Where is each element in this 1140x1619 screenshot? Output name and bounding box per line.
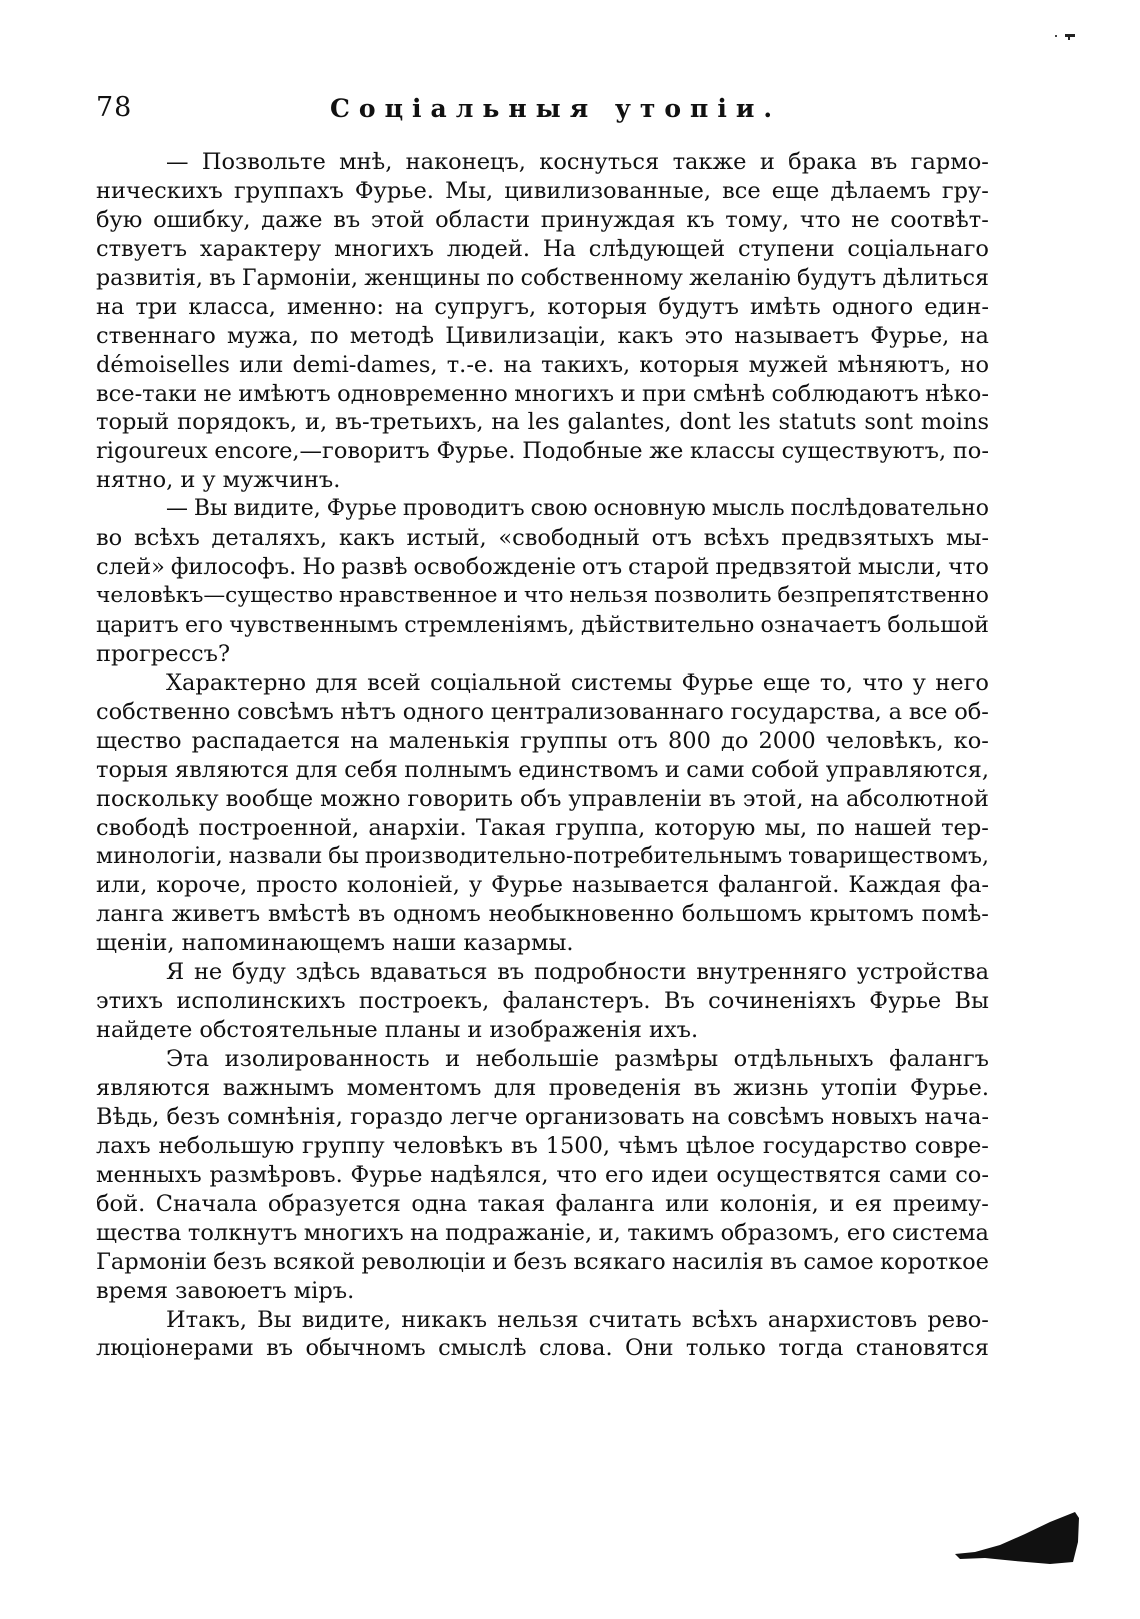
text-line: поскольку вообще можно говорить объ управленіи въ этой, на абсолютной (96, 785, 989, 812)
text-line: ственнаго мужа, по методѣ Цивилизаціи, какъ это называетъ Фурье, на (96, 322, 989, 349)
text-line: Вѣдь, безъ сомнѣнія, гораздо легче организовать на совсѣмъ новыхъ нача- (96, 1103, 989, 1130)
text-line: démoiselles или demi-dames, т.-е. на такихъ, которыя мужей мѣняютъ, но (96, 351, 989, 378)
text-line: щеніи, напоминающемъ наши казармы. (96, 930, 574, 957)
text-line: бой. Сначала образуется одна такая фаланга или колонія, и ея преиму- (96, 1190, 989, 1217)
text-line: слей» философъ. Но развѣ освобожденіе отъ старой предвзятой мысли, что (96, 554, 989, 581)
text-line: ланга живетъ вмѣстѣ въ одномъ необыкновенно большомъ крытомъ помѣ- (96, 901, 989, 928)
text-line: Характерно для всей соціальной системы Фурье еще то, что у него (166, 669, 989, 696)
text-line: торый порядокъ, и, въ-третьихъ, на les galantes, dont les statuts sont moins (96, 409, 989, 436)
text-line: Гармоніи безъ всякой революціи и безъ всякаго насилія въ самое короткое (96, 1248, 989, 1275)
text-line: время завоюетъ міръ. (96, 1277, 355, 1304)
text-line: Эта изолированность и небольшіе размѣры отдѣльныхъ фалангъ (166, 1046, 989, 1073)
ink-blot (955, 1512, 1079, 1566)
running-title: Соціальныя утопіи. (330, 94, 782, 123)
text-line: люціонерами въ обычномъ смыслѣ слова. Они только тогда становятся (96, 1335, 989, 1362)
text-line: собственно совсѣмъ нѣтъ одного централизованнаго государства, а все об- (96, 698, 989, 725)
text-line: лахъ небольшую группу человѣкъ въ 1500, чѣмъ цѣлое государство совре- (96, 1132, 989, 1159)
text-line: щества толкнутъ многихъ на подражаніе, и, такимъ образомъ, его система (96, 1219, 989, 1246)
text-line: развитія, въ Гармоніи, женщины по собственному желанію будутъ дѣлиться (96, 264, 989, 291)
page-number: 78 (96, 92, 133, 123)
scan-speck (1055, 34, 1075, 40)
text-line: — Позвольте мнѣ, наконецъ, коснуться также и брака въ гармо- (166, 149, 989, 175)
text-line: найдете обстоятельные планы и изображенія ихъ. (96, 1017, 699, 1044)
text-line: торыя являются для себя полнымъ единствомъ и сами собой управляются, (96, 756, 989, 783)
text-line: минологіи, назвали бы производительно-потребительнымъ товариществомъ, (96, 843, 989, 869)
text-line: — Вы видите, Фурье проводитъ свою основную мысль послѣдовательно (166, 496, 989, 522)
text-line: щество распадается на маленькія группы отъ 800 до 2000 человѣкъ, ко- (96, 727, 989, 754)
text-line: ническихъ группахъ Фурье. Мы, цивилизованные, все еще дѣлаемъ гру- (96, 177, 989, 204)
text-line: человѣкъ—существо нравственное и что нельзя позволить безпрепятственно (96, 583, 989, 609)
text-line: бую ошибку, даже въ этой области принуждая къ тому, что не соотвѣт- (96, 206, 989, 233)
text-line: все-таки не имѣютъ одновременно многихъ и при смѣнѣ соблюдаютъ нѣко- (96, 380, 989, 407)
text-line: менныхъ размѣровъ. Фурье надѣялся, что его идеи осуществятся сами со- (96, 1161, 989, 1188)
text-line: являются важнымъ моментомъ для проведенія въ жизнь утопіи Фурье. (96, 1075, 989, 1101)
text-line: этихъ исполинскихъ построекъ, фаланстеръ. Въ сочиненіяхъ Фурье Вы (96, 988, 989, 1015)
text-line: нятно, и у мужчинъ. (96, 467, 341, 494)
text-line: царитъ его чувственнымъ стремленіямъ, дѣйствительно означаетъ большой (96, 612, 989, 638)
text-line: Итакъ, Вы видите, никакъ нельзя считать всѣхъ анархистовъ рево- (166, 1306, 989, 1333)
text-line: Я не буду здѣсь вдаваться въ подробности внутренняго устройства (166, 959, 989, 986)
text-line: свободѣ построенной, анархіи. Такая группа, которую мы, по нашей тер- (96, 814, 989, 841)
text-line: во всѣхъ деталяхъ, какъ истый, «свободный отъ всѣхъ предвзятыхъ мы- (96, 525, 989, 552)
text-line: прогрессъ? (96, 640, 231, 667)
text-line: rigoureux encore,—говоритъ Фурье. Подобные же классы существуютъ, по- (96, 438, 989, 465)
text-line: ствуетъ характеру многихъ людей. На слѣдующей ступени соціальнаго (96, 235, 989, 262)
text-line: на три класса, именно: на супругъ, которыя будутъ имѣть одного един- (96, 293, 989, 320)
page-body (96, 148, 989, 1363)
text-line: или, короче, просто колоніей, у Фурье называется фалангой. Каждая фа- (96, 872, 989, 899)
